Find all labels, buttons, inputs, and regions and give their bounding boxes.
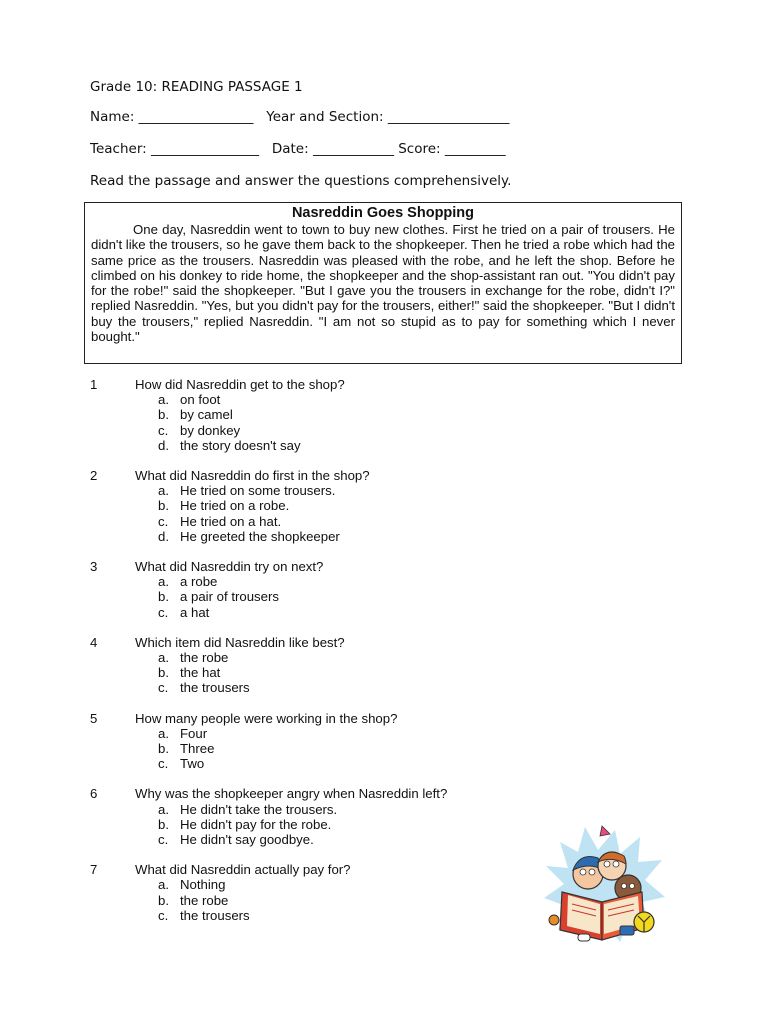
question-text: What did Nasreddin try on next?: [135, 559, 324, 575]
option-letter: c.: [158, 907, 169, 923]
option-text: the robe: [180, 650, 229, 666]
question-item: [90, 468, 650, 544]
option-text: by camel: [180, 407, 233, 423]
answer-option: [158, 514, 650, 529]
option-text: He tried on a robe.: [180, 498, 290, 514]
option-letter: c.: [158, 756, 169, 772]
answer-options: [90, 483, 650, 544]
answer-option: [158, 665, 650, 680]
question-item: [90, 711, 650, 772]
question-line: [90, 468, 650, 483]
option-text: a robe: [180, 574, 218, 590]
question-item: [90, 635, 650, 696]
answer-option: [158, 650, 650, 665]
instructions: Read the passage and answer the questions comprehensively.: [90, 173, 512, 189]
option-text: the hat: [180, 665, 221, 681]
answer-option: [158, 392, 650, 407]
answer-option: [158, 498, 650, 513]
option-letter: a.: [158, 574, 169, 590]
question-item: [90, 377, 650, 453]
question-number: 2: [90, 468, 98, 484]
question-line: [90, 635, 650, 650]
option-letter: a.: [158, 801, 169, 817]
option-letter: a.: [158, 650, 169, 666]
question-line: [90, 711, 650, 726]
answer-option: [158, 741, 650, 756]
question-number: 6: [90, 786, 98, 802]
answer-option: [158, 802, 650, 817]
option-letter: c.: [158, 832, 169, 848]
question-text: What did Nasreddin actually pay for?: [135, 862, 351, 878]
teacher-date-score-line: Teacher: ________________ Date: ____________ Score: _________: [90, 141, 506, 157]
question-line: [90, 786, 650, 801]
kids-reading-book-icon: [540, 822, 670, 947]
question-line: [90, 559, 650, 574]
option-text: He didn't say goodbye.: [180, 832, 314, 848]
answer-option: [158, 680, 650, 695]
answer-options: [90, 726, 650, 772]
answer-option: [158, 407, 650, 422]
option-text: a hat: [180, 604, 210, 620]
option-text: He didn't take the trousers.: [180, 801, 338, 817]
option-text: Two: [180, 756, 205, 772]
option-text: by donkey: [180, 422, 241, 438]
option-letter: d.: [158, 528, 169, 544]
option-letter: b.: [158, 892, 169, 908]
answer-options: [90, 650, 650, 696]
option-text: He tried on some trousers.: [180, 483, 336, 499]
passage-title: Nasreddin Goes Shopping: [291, 205, 475, 221]
option-letter: a.: [158, 877, 169, 893]
option-text: on foot: [180, 392, 221, 408]
passage-box: [84, 202, 682, 364]
question-text: Which item did Nasreddin like best?: [135, 634, 345, 650]
option-letter: b.: [158, 407, 169, 423]
answer-option: [158, 529, 650, 544]
option-letter: c.: [158, 422, 169, 438]
answer-option: [158, 756, 650, 771]
option-text: the robe: [180, 892, 229, 908]
question-number: 3: [90, 559, 98, 575]
question-text: How did Nasreddin get to the shop?: [135, 377, 345, 392]
option-text: the trousers: [180, 907, 250, 923]
option-text: Three: [180, 741, 215, 757]
question-item: [90, 559, 650, 620]
option-letter: d.: [158, 437, 169, 453]
passage-text: One day, Nasreddin went to town to buy new clothes. First he tried on a pair of trousers. He didn't like the trousers, so he gave them back to the shopkeeper. Then he tried a robe which had the same price as the trousers. Nasreddin was pleased with the robe, and he left the shop. Before he climbed on his donkey to ride home, the shopkeeper and the shop-assistant ran out. "You didn't pay for the robe!" said the shopkeeper. "But I gave you the trousers in exchange for the robe, didn't I?" replied Nasreddin. "Yes, but you didn't pay for the trousers, either!" said the shopkeeper. "But I didn't buy the trousers," replied Nasreddin. "I am not so stupid as to pay for something which I never bought.": [91, 222, 675, 345]
option-letter: a.: [158, 392, 169, 408]
option-letter: b.: [158, 741, 169, 757]
option-text: the trousers: [180, 680, 250, 696]
option-text: He greeted the shopkeeper: [180, 528, 340, 544]
option-letter: b.: [158, 589, 169, 605]
question-line: [90, 377, 650, 392]
option-text: Nothing: [180, 877, 226, 893]
option-text: He tried on a hat.: [180, 513, 282, 529]
question-number: 7: [90, 862, 98, 878]
answer-option: [158, 438, 650, 453]
option-text: the story doesn't say: [180, 437, 301, 453]
option-letter: c.: [158, 604, 169, 620]
answer-option: [158, 574, 650, 589]
option-letter: b.: [158, 665, 169, 681]
answer-option: [158, 605, 650, 620]
question-number: 4: [90, 634, 98, 650]
name-section-line: Name: _________________ Year and Section: __________________: [90, 109, 510, 125]
answer-option: [158, 726, 650, 741]
answer-option: [158, 423, 650, 438]
answer-options: [90, 574, 650, 620]
option-letter: a.: [158, 725, 169, 741]
option-text: a pair of trousers: [180, 589, 279, 605]
option-letter: c.: [158, 680, 169, 696]
answer-options: [90, 392, 650, 453]
question-text: Why was the shopkeeper angry when Nasreddin left?: [135, 786, 448, 802]
option-letter: b.: [158, 816, 169, 832]
question-number: 1: [90, 377, 98, 392]
option-text: He didn't pay for the robe.: [180, 816, 332, 832]
answer-option: [158, 589, 650, 604]
question-text: How many people were working in the shop?: [135, 710, 398, 726]
question-text: What did Nasreddin do first in the shop?: [135, 468, 370, 484]
option-letter: b.: [158, 498, 169, 514]
question-number: 5: [90, 710, 98, 726]
option-letter: a.: [158, 483, 169, 499]
answer-option: [158, 483, 650, 498]
option-text: Four: [180, 725, 208, 741]
option-letter: c.: [158, 513, 169, 529]
worksheet-title: Grade 10: READING PASSAGE 1: [90, 79, 303, 95]
